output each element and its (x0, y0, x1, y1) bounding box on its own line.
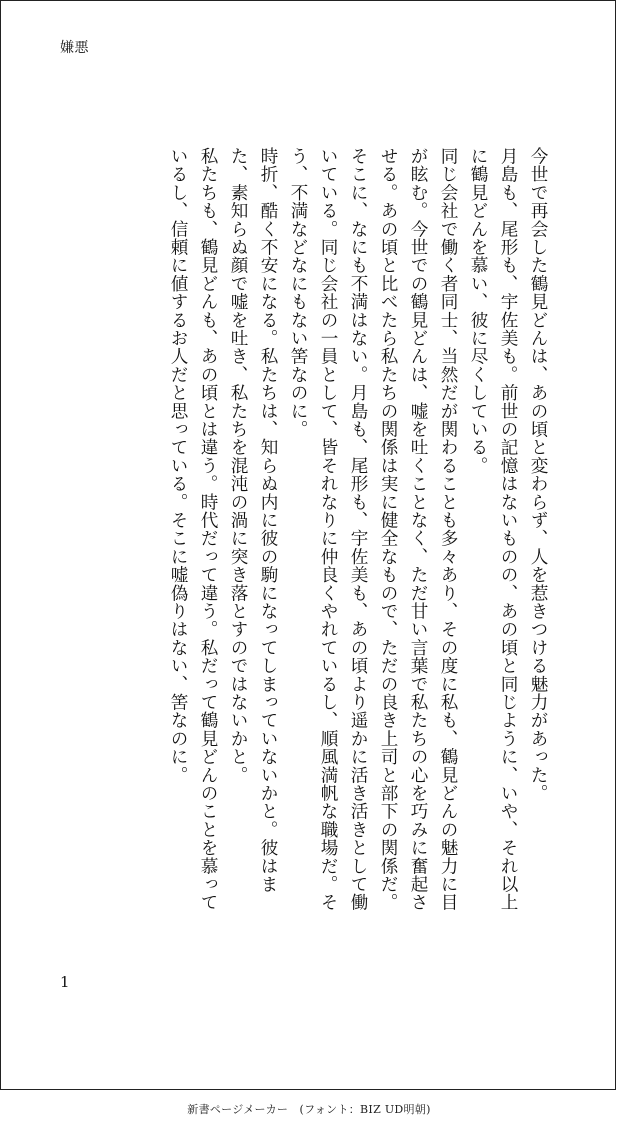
page-number: 1 (60, 973, 70, 991)
paragraph: 今世で再会した鶴見どんは、あの頃と変わらず、人を惹きつける魅力があった。 (528, 147, 548, 803)
footer-credit: 新書ページメーカー (フォント：BIZ UD明朝) (187, 1103, 431, 1116)
body-text (163, 147, 553, 927)
paragraph: 時折、酷く不安になる。私たちは、知らぬ内に彼の駒になってしまっていないかと。彼はまた、素知らぬ顔で嘘を吐き、私たちを混沌の渦に突き落とすのではないかと。 (228, 147, 278, 894)
paragraph: 同じ会社で働く者同士、当然だが関わることも多々あり、その度に私も、鶴見どんの魅力に目が眩む。今世での鶴見どんは、嘘を吐くことなく、ただ甘い言葉で私たちの心を巧みに奮起させる。あの頃と比べたら私たちの関係は実に健全なもので、ただの良き上司と部下の関係だ。 (378, 147, 458, 912)
paragraph: 私たちも、鶴見どんも、あの頃とは違う。時代だって違う。私だって鶴見どんのことを慕っているし、信頼に値するお人だと思っている。そこに嘘偽りはない、筈なのに。 (168, 147, 218, 912)
paragraph: そこに、なにも不満はない。月島も、尾形も、宇佐美も、あの頃より遥かに活き活きとして働いている。同じ会社の一員として、皆それなりに仲良くやれているし、順風満帆な職場だ。そう、不満などなにもない筈なのに。 (288, 147, 368, 912)
paragraph: 月島も、尾形も、宇佐美も。前世の記憶はないものの、あの頃と同じように、いや、それ以上に鶴見どんを慕い、彼に尽くしている。 (468, 147, 518, 912)
running-head-title: 嫌悪 (60, 40, 89, 56)
